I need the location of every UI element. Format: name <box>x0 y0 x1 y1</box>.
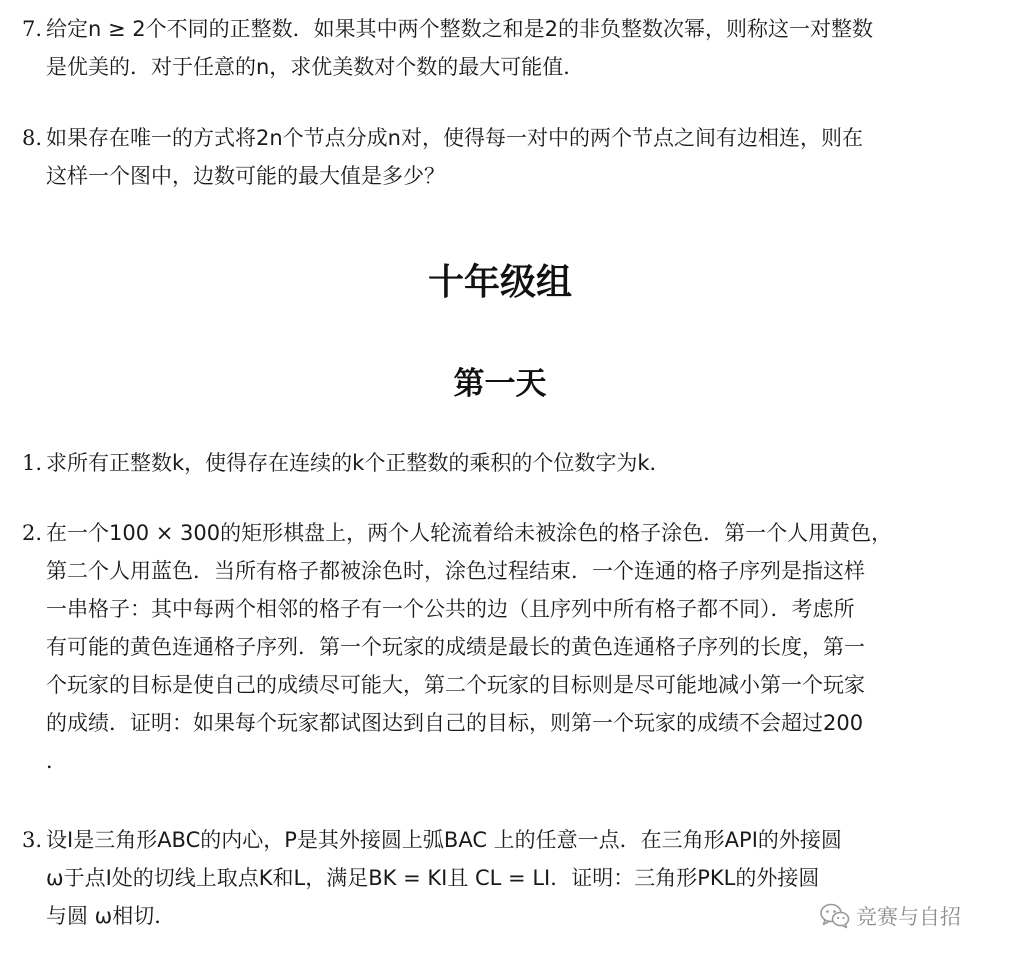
problem-text: ω于点I处的切线上取点K和L，满足BK = KI且 CL = LI．证明：三角形PKL的外接圆 <box>46 866 820 890</box>
wechat-icon <box>820 903 850 929</box>
problem-1 <box>22 444 997 482</box>
problem-text: ． <box>46 749 67 773</box>
watermark <box>820 896 961 936</box>
problem-text: 求所有正整数k，使得存在连续的k个正整数的乘积的个位数字为k． <box>46 451 671 475</box>
watermark-text: 竞赛与自招 <box>856 905 961 929</box>
problem-number: 2. <box>22 521 43 545</box>
problem-8 <box>22 119 997 195</box>
problem-line <box>22 444 997 482</box>
day-heading: 第一天 <box>453 366 547 402</box>
problem-number: 3. <box>22 828 43 852</box>
problem-text: 第二个人用蓝色．当所有格子都被涂色时，涂色过程结束．一个连通的格子序列是指这样 <box>46 559 865 583</box>
problem-text: 与圆 ω相切． <box>46 904 176 928</box>
problem-line <box>22 10 997 48</box>
problem-text: 在一个100 × 300的矩形棋盘上，两个人轮流着给未被涂色的格子涂色．第一个人用黄色， <box>46 521 893 545</box>
problem-text: 给定n ≥ 2个不同的正整数．如果其中两个整数之和是2的非负整数次幂，则称这一对整数 <box>46 17 873 41</box>
problem-text: 一串格子：其中每两个相邻的格子有一个公共的边（且序列中所有格子都不同）．考虑所 <box>46 597 855 621</box>
problem-text: 设I是三角形ABC的内心，P是其外接圆上弧BAC 上的任意一点．在三角形API的外接圆 <box>46 828 842 852</box>
problem-7 <box>22 10 997 86</box>
problem-text: 有可能的黄色连通格子序列．第一个玩家的成绩是最长的黄色连通格子序列的长度，第一 <box>46 635 865 659</box>
problem-text: 个玩家的目标是使自己的成绩尽可能大，第二个玩家的目标则是尽可能地减小第一个玩家 <box>46 673 865 697</box>
problem-text: 是优美的．对于任意的n，求优美数对个数的最大可能值． <box>46 55 585 79</box>
problem-2 <box>22 514 997 780</box>
problem-number: 1. <box>22 451 43 475</box>
grade-heading: 十年级组 <box>427 262 572 303</box>
problem-text: 的成绩．证明：如果每个玩家都试图达到自己的目标，则第一个玩家的成绩不会超过200 <box>46 711 864 735</box>
problem-number: 8. <box>22 126 43 150</box>
problem-text: 如果存在唯一的方式将2n个节点分成n对，使得每一对中的两个节点之间有边相连，则在 <box>46 126 863 150</box>
problem-line <box>22 821 997 859</box>
problem-line <box>22 119 997 157</box>
problem-number: 7. <box>22 17 43 41</box>
problem-line <box>22 514 997 552</box>
problem-text: 这样一个图中，边数可能的最大值是多少？ <box>46 164 445 188</box>
